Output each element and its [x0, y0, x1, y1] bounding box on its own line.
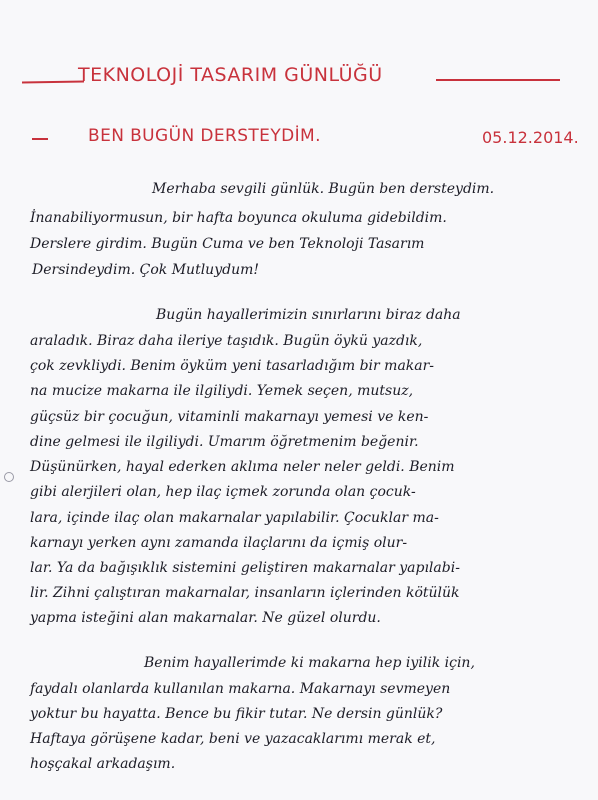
handwritten-line: araladık. Biraz daha ileriye taşıdık. Bugün öykü yazdık,: [30, 333, 423, 349]
handwritten-line: Haftaya görüşene kadar, beni ve yazacaklarımı merak et,: [30, 731, 436, 747]
handwritten-line: faydalı olanlarda kullanılan makarna. Makarnayı sevmeyen: [30, 681, 451, 697]
handwritten-line: Dersindeydim. Çok Mutluydum!: [32, 262, 259, 278]
entry-date: 05.12.2014.: [482, 128, 579, 147]
handwritten-line: lara, içinde ilaç olan makarnalar yapılabilir. Çocuklar ma-: [30, 510, 439, 526]
handwritten-line: yapma isteğini alan makarnalar. Ne güzel olurdu.: [30, 610, 381, 626]
handwritten-line: Bugün hayallerimizin sınırlarını biraz daha: [156, 307, 461, 323]
handwritten-line: gibi alerjileri olan, hep ilaç içmek zorunda olan çocuk-: [30, 484, 416, 500]
handwritten-line: dine gelmesi ile ilgiliydi. Umarım öğretmenim beğenir.: [30, 434, 419, 450]
handwritten-line: lir. Zihni çalıştıran makarnalar, insanların içlerinden kötülük: [30, 585, 460, 601]
handwritten-line: Merhaba sevgili günlük. Bugün ben dersteydim.: [152, 181, 495, 197]
subtitle-dash: [32, 138, 48, 140]
subtitle-row: [30, 124, 586, 152]
handwritten-line: na mucize makarna ile ilgiliydi. Yemek seçen, mutsuz,: [30, 383, 414, 399]
margin-mark: [4, 472, 14, 482]
handwritten-line: Benim hayallerimde ki makarna hep iyilik için,: [144, 655, 475, 671]
handwritten-line: Düşünürken, hayal ederken aklıma neler neler geldi. Benim: [30, 459, 455, 475]
handwritten-line: hoşçakal arkadaşım.: [30, 756, 176, 772]
handwritten-line: Derslere girdim. Bugün Cuma ve ben Teknoloji Tasarım: [30, 236, 425, 252]
handwritten-line: İnanabiliyormusun, bir hafta boyunca okuluma gidebildim.: [30, 210, 447, 226]
entry-subtitle: BEN BUGÜN DERSTEYDİM.: [88, 126, 321, 146]
handwritten-line: lar. Ya da bağışıklık sistemini geliştiren makarnalar yapılabi-: [30, 560, 460, 576]
handwritten-line: yoktur bu hayatta. Bence bu fikir tutar. Ne dersin günlük?: [30, 706, 443, 722]
title-underline-left: [22, 80, 84, 83]
title-row: [20, 62, 580, 94]
handwritten-line: çok zevkliydi. Benim öyküm yeni tasarladığım bir makar-: [30, 358, 435, 374]
handwritten-line: karnayı yerken aynı zamanda ilaçlarını da içmiş olur-: [30, 535, 408, 551]
handwritten-line: güçsüz bir çocuğun, vitaminli makarnayı yemesi ve ken-: [30, 409, 429, 425]
title-underline-right: [436, 79, 560, 81]
page-title: TEKNOLOJİ TASARIM GÜNLÜĞÜ: [78, 64, 383, 86]
